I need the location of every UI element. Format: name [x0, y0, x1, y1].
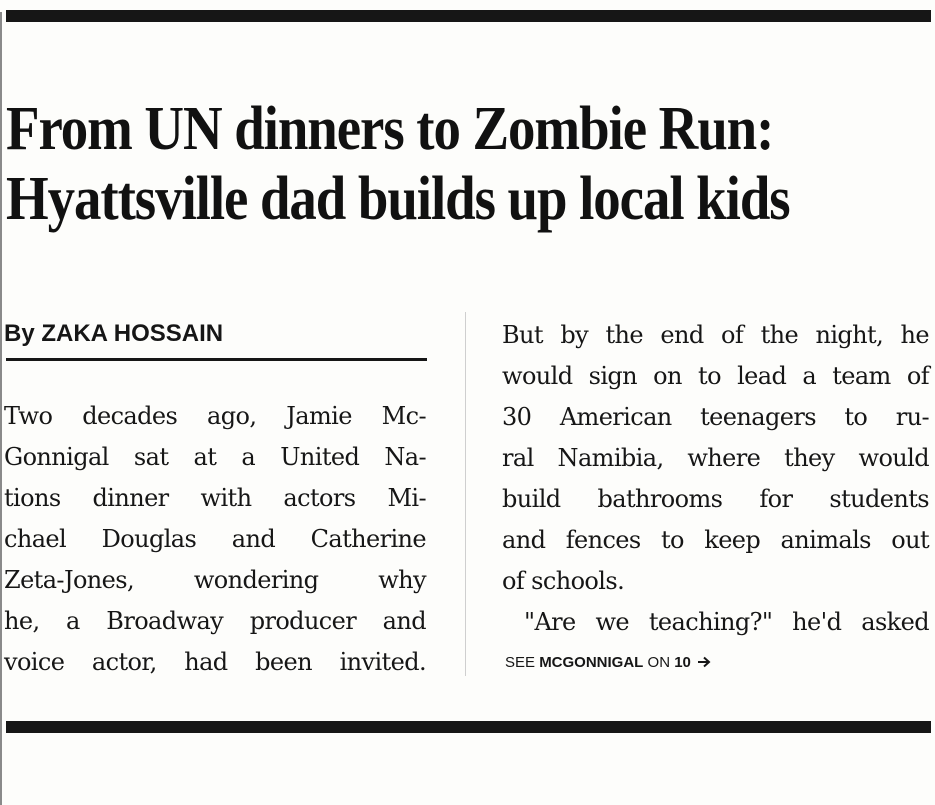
headline-line-2: Hyattsville dad builds up local kids: [6, 165, 790, 233]
body-line: of schools.: [502, 567, 625, 595]
top-rule: [6, 10, 931, 22]
bottom-rule: [6, 721, 931, 733]
body-line: 30 American teenagers to ru-: [502, 403, 929, 431]
body-line: and fences to keep animals out: [502, 526, 929, 554]
right-arrow-icon: [697, 654, 711, 666]
page-edge: [0, 12, 2, 805]
body-line: voice actor, had been invited.: [4, 648, 426, 676]
jump-page: 10: [674, 654, 691, 671]
body-line: Zeta-Jones, wondering why: [4, 566, 426, 594]
body-line: "Are we teaching?" he'd asked: [524, 608, 929, 636]
body-line: ral Namibia, where they would: [502, 444, 929, 472]
body-line: Two decades ago, Jamie Mc-: [4, 402, 426, 430]
body-column-left: [4, 396, 426, 683]
byline-rule: [6, 358, 427, 361]
jump-prefix: SEE: [505, 654, 536, 671]
byline: By ZAKA HOSSAIN: [4, 320, 224, 347]
body-column-right: [502, 315, 929, 643]
jump-on: ON: [647, 654, 671, 671]
body-line: Gonnigal sat at a United Na-: [4, 443, 426, 471]
body-line: he, a Broadway producer and: [4, 607, 426, 635]
column-divider: [465, 312, 466, 676]
headline-line-1: From UN dinners to Zombie Run:: [6, 95, 774, 163]
jump-name: MCGONNIGAL: [539, 654, 644, 671]
body-line: But by the end of the night, he: [502, 321, 929, 349]
body-line: chael Douglas and Catherine: [4, 525, 426, 553]
body-line: tions dinner with actors Mi-: [4, 484, 426, 512]
body-line: build bathrooms for students: [502, 485, 929, 513]
jump-line[interactable]: [505, 653, 711, 673]
body-line: would sign on to lead a team of: [502, 362, 929, 390]
headline: [6, 94, 825, 234]
